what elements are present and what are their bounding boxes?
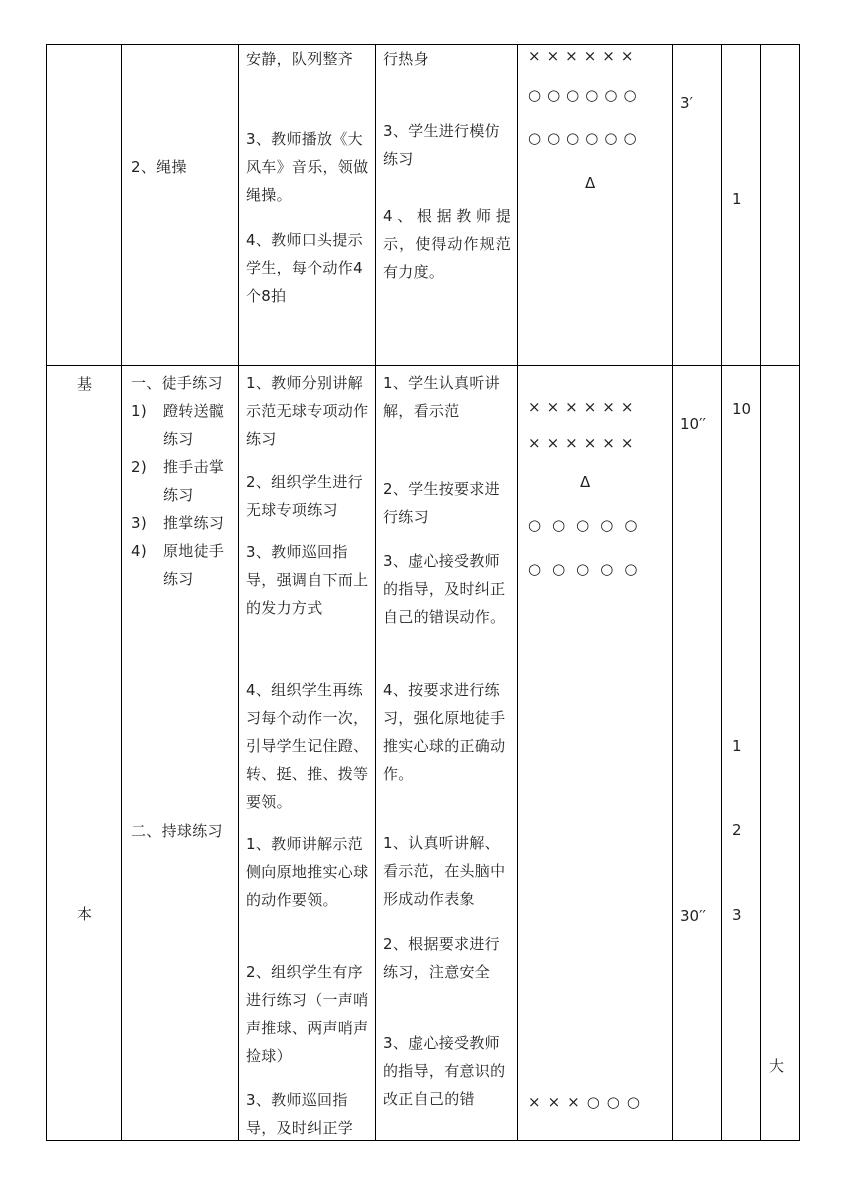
part1-item-text: 原地徒手练习 [163, 542, 225, 588]
lower-teacher-text-2: 2、组织学生进行无球专项练习 [246, 473, 363, 519]
upper-student-text-3: 4、根据教师提示，使得动作规范有力度。 [383, 207, 511, 281]
lower-teacher-text-7: 3、教师巡回指导，及时纠正学 [246, 1091, 354, 1137]
part1-item-num: 1) [131, 402, 147, 420]
lower-reps-3: 2 [732, 821, 742, 839]
formation-row-crosses: ×××××× [528, 398, 640, 416]
lower-time-2: 30′′ [680, 907, 706, 925]
formation-row-crosses: ×××××× [528, 47, 640, 65]
lower-student-text-7: 3、虚心接受教师的指导，有意识的改正自己的错 [383, 1034, 506, 1108]
teacher-position-mark: Δ [585, 174, 596, 192]
part1-item-num: 2) [131, 458, 147, 476]
col-line-3 [375, 44, 376, 1141]
lower-reps-1: 10 [732, 400, 752, 418]
part1-item-text: 推掌练习 [163, 514, 225, 532]
intensity-label: 大 [769, 1057, 785, 1075]
lower-student-text-4: 4、按要求进行练习，强化原地徒手推实心球的正确动作。 [383, 681, 506, 783]
col-line-4 [517, 44, 518, 1141]
lower-teacher-text-6: 2、组织学生有序进行练习（一声哨声推球、两声哨声捡球） [246, 963, 369, 1065]
col-line-1 [121, 44, 122, 1141]
upper-content-label: 2、绳操 [131, 158, 187, 176]
upper-student-text-2: 3、学生进行模仿练习 [383, 122, 500, 168]
part1-item-num: 3) [131, 514, 147, 532]
upper-student-text-1: 行热身 [383, 50, 429, 68]
upper-teacher-text-2: 3、教师播放《大风车》音乐，领做绳操。 [246, 130, 369, 204]
upper-teacher-text-3: 4、教师口头提示学生，每个动作4个8拍 [246, 231, 363, 305]
section-divider [46, 365, 800, 366]
part1-item-text: 蹬转送髋练习 [163, 402, 225, 448]
lower-teacher-text-1: 1、教师分别讲解示范无球专项动作练习 [246, 374, 369, 448]
formation-row-crosses: ×××××× [528, 434, 640, 452]
table-bottom-border [46, 1140, 800, 1141]
lower-reps-4: 3 [732, 906, 742, 924]
lower-reps-2: 1 [732, 737, 742, 755]
formation-row-circles: ○○○○○ [528, 560, 649, 578]
lower-student-text-1: 1、学生认真听讲解，看示范 [383, 374, 500, 420]
part1-title: 一、徒手练习 [131, 374, 223, 392]
stage-char-1: 基 [77, 375, 93, 393]
col-line-2 [238, 44, 239, 1141]
part1-item-num: 4) [131, 542, 147, 560]
lower-student-text-6: 2、根据要求进行练习，注意安全 [383, 935, 500, 981]
col-line-0 [46, 44, 47, 1141]
formation-row-circles: ○○○○○○ [528, 86, 643, 104]
lower-teacher-text-5: 1、教师讲解示范侧向原地推实心球的动作要领。 [246, 835, 369, 909]
formation-row-mixed: ×××○○○ [528, 1093, 647, 1111]
upper-reps: 1 [732, 190, 742, 208]
lower-student-text-5: 1、认真听讲解、看示范，在头脑中形成动作表象 [383, 834, 506, 908]
col-line-7 [760, 44, 761, 1141]
formation-row-circles: ○○○○○ [528, 516, 649, 534]
col-line-8 [799, 44, 800, 1141]
teacher-position-mark: Δ [580, 473, 591, 491]
part2-title: 二、持球练习 [131, 822, 223, 840]
lower-teacher-text-4: 4、组织学生再练习每个动作一次，引导学生记住蹬、转、挺、推、拨等要领。 [246, 681, 369, 811]
stage-char-2: 本 [77, 905, 93, 923]
upper-time: 3′ [680, 94, 693, 112]
lower-student-text-3: 3、虚心接受教师的指导，及时纠正自己的错误动作。 [383, 552, 506, 626]
formation-row-circles: ○○○○○○ [528, 129, 643, 147]
part1-item-text: 推手击掌练习 [163, 458, 225, 504]
lower-time-1: 10′′ [680, 415, 706, 433]
col-line-6 [721, 44, 722, 1141]
lower-teacher-text-3: 3、教师巡回指导，强调自下而上的发力方式 [246, 543, 369, 617]
col-line-5 [672, 44, 673, 1141]
upper-teacher-text-1: 安静，队列整齐 [246, 50, 354, 68]
lower-student-text-2: 2、学生按要求进行练习 [383, 480, 500, 526]
